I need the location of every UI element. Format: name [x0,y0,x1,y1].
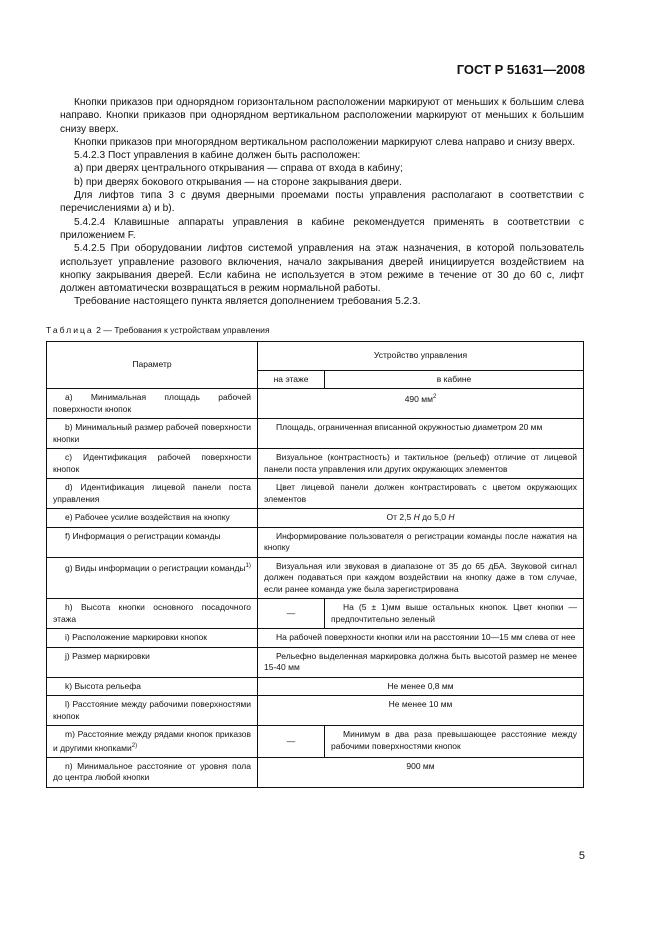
table-row [47,677,584,696]
value-cell: Визуальная или звуковая в диапазоне от 35 до 65 дБА. Звуковой сигнал должен подаваться при каждом воздействии на кнопку даже в том случае, если ранее команда уже была зарегистрирована [258,557,584,599]
paragraph: Кнопки приказов при многорядном вертикальном расположении маркируют слева направо и снизу вверх. [74,136,576,148]
clause-5-4-2-4: 5.4.2.4 Клавишные аппараты управления в кабине рекомендуется применять в соответствии с приложением F. [60,216,584,241]
value-cell: 900 мм [258,757,584,787]
value-cell: Визуальное (контрастность) и тактильное (рельеф) отличие от лицевой панели поста управления или других окружающих элементов [258,449,584,479]
paragraph: Требование настоящего пункта является дополнением требования 5.2.3. [74,296,421,308]
table-row [47,696,584,726]
table-row [47,449,584,479]
floor-cell: — [258,726,325,758]
table-header-row [47,342,584,371]
param-cell: h) Высота кнопки основного посадочного этажа [47,599,258,629]
page-number: 5 [578,850,585,862]
value-cell: Не менее 10 мм [258,696,584,726]
table-row [47,479,584,509]
value-cell: Рельефно выделенная маркировка должна быть высотой размер не менее 15-40 мм [258,647,584,677]
table-row [47,629,584,648]
table-row [47,419,584,449]
table-row [47,509,584,528]
value-cell: Цвет лицевой панели должен контрастировать с цветом окружающих элементов [258,479,584,509]
table-row [47,389,584,419]
param-cell: c) Идентификация рабочей поверхности кнопок [47,449,258,479]
list-item-a: a) при дверях центрального открывания — справа от входа в кабину; [74,163,403,175]
param-cell: j) Размер маркировки [47,647,258,677]
value-cell: На рабочей поверхности кнопки или на расстоянии 10—15 мм слева от нее [258,629,584,648]
header-parameter: Параметр [47,342,258,389]
header-device: Устройство управления [258,342,584,371]
table-row [47,599,584,629]
table-row [47,557,584,599]
value-cell: Не менее 0,8 мм [258,677,584,696]
cabin-cell: Минимум в два раза превышающее расстояние между рабочими поверхностями кнопок [325,726,584,758]
list-item-b: b) при дверях бокового открывания — на стороне закрывания двери. [74,176,402,188]
clause-5-4-2-5: 5.4.2.5 При оборудовании лифтов системой управления на этаж назначения, в которой пользователь использует управление разового включения, начало закрывания дверей инициируется воздействием на кнопку закрывания дверей. Если кабина не используется в этом режиме в течение от 30 до 60 с, лифт должен автоматически возвращаться в режим нормальной работы. [60,243,584,295]
cabin-cell: На (5 ± 1)мм выше остальных кнопок. Цвет кнопки — предпочтительно зеленый [325,599,584,629]
header-cabin: в кабине [325,370,584,389]
table-row [47,527,584,557]
param-cell: k) Высота рельефа [47,677,258,696]
table-row [47,757,584,787]
param-cell: n) Минимальное расстояние от уровня пола до центра любой кнопки [47,757,258,787]
param-cell: g) Виды информации о регистрации команды$^{1)}$ [47,557,258,599]
body-text [60,96,584,309]
param-cell: l) Расстояние между рабочими поверхностями кнопок [47,696,258,726]
param-cell: b) Минимальный размер рабочей поверхности кнопки [47,419,258,449]
param-cell: m) Расстояние между рядами кнопок приказов и другими кнопками$^{2)}$ [47,726,258,758]
clause-5-4-2-3: 5.4.2.3 Пост управления в кабине должен быть расположен: [74,150,361,162]
param-cell: f) Информация о регистрации команды [47,527,258,557]
document-header: ГОСТ Р 51631—2008 [456,62,585,77]
param-cell: d) Идентификация лицевой панели поста управления [47,479,258,509]
table-row [47,647,584,677]
requirements-table [46,341,584,788]
param-cell: i) Расположение маркировки кнопок [47,629,258,648]
paragraph: Кнопки приказов при однорядном горизонтальном расположении маркируют от меньших к большим слева направо. Кнопки приказов при однорядном вертикальном расположении маркируют от меньших к большим снизу вверх. [60,97,584,135]
floor-cell: — [258,599,325,629]
table-row [47,726,584,758]
param-cell: e) Рабочее усилие воздействия на кнопку [47,509,258,528]
value-cell: Информирование пользователя о регистрации команды после нажатия на кнопку [258,527,584,557]
value-cell: 490 $мм^2$ [258,389,584,419]
table-caption: Таблица 2 — Требования к устройствам управления [46,325,270,335]
param-cell: a) Минимальная площадь рабочей поверхности кнопок [47,389,258,419]
value-cell: Площадь, ограниченная вписанной окружностью диаметром 20 мм [258,419,584,449]
paragraph: Для лифтов типа 3 с двумя дверными проемами посты управления располагают в соответствии с перечислениями a) и b). [60,190,584,215]
header-floor: на этаже [258,370,325,389]
value-cell: От 2,5 H до 5,0 H [258,509,584,528]
